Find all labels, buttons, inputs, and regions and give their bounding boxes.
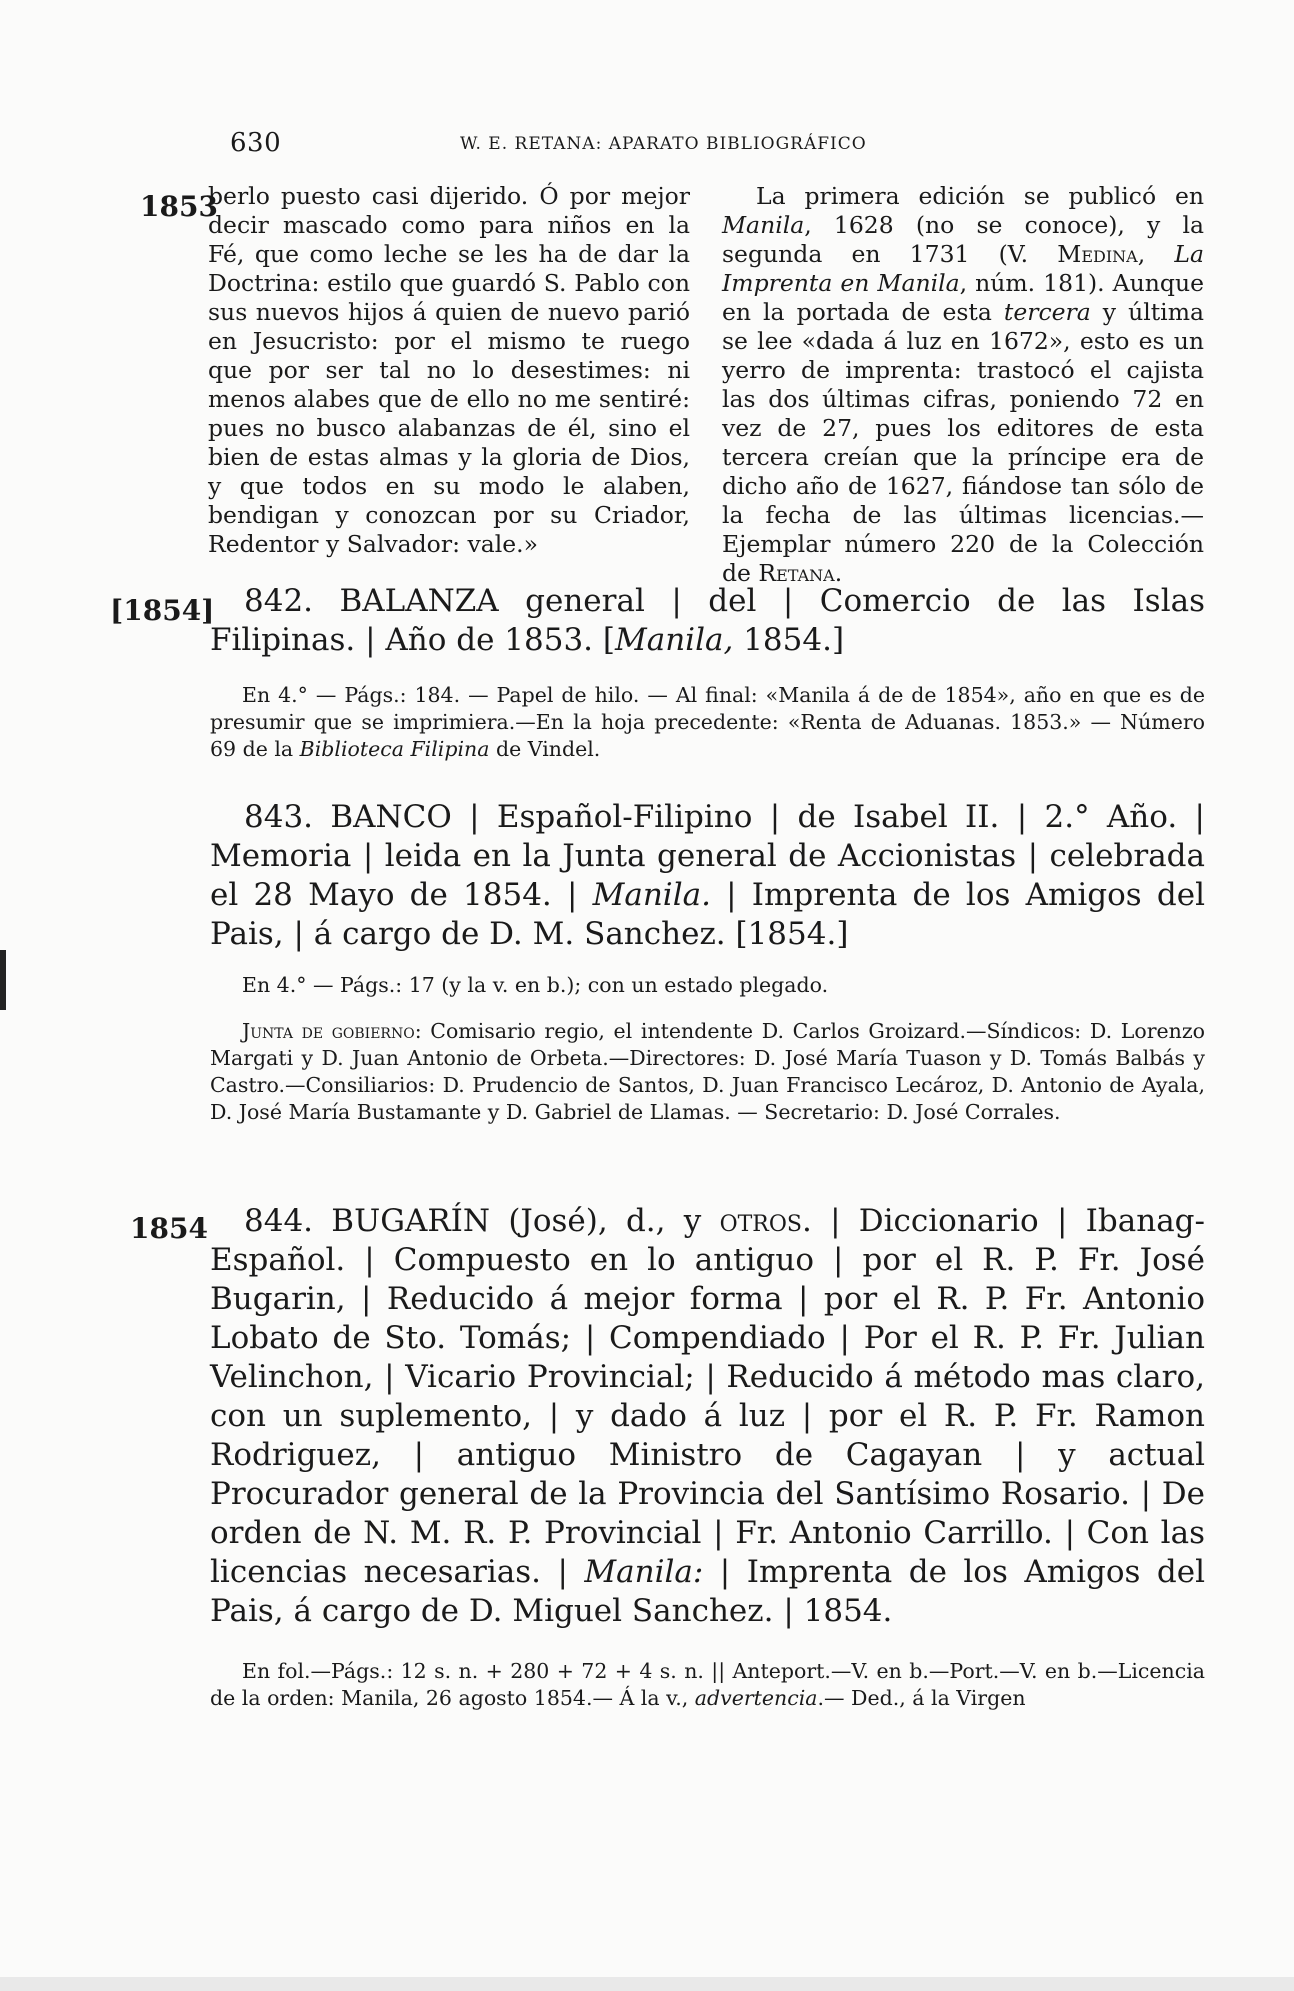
entry-844-title: 844. BUGARÍN (José), d., y otros. | Diccionario | Ibanag-Español. | Compuesto en lo antiguo | por el R. P. Fr. José Bugarin, | Reducido á mejor forma | por el R. P. Fr. Antonio Lobato de Sto. Tomás; | Compendiado | Por el R. P. Fr. Julian Velinchon, | Vicario Provincial; | Reducido á método mas claro, con un suplemento, | y dado á luz | por el R. P. Fr. Ramon Rodriguez, | antiguo Ministro de Cagayan | y actual Procurador general de la Provincia del Santísimo Rosario. | De orden de N. M. R. P. Provincial | Fr. Antonio Carrillo. | Con las licencias necesarias. | Manila: | Imprenta de los Amigos del Pais, á cargo de D. Miguel Sanchez. | 1854. [210,1203,1205,1629]
entry-844-note: En fol.—Págs.: 12 s. n. + 280 + 72 + 4 s. n. || Anteport.—V. en b.—Port.—V. en b.—Licencia de la orden: Manila, 26 agosto 1854.— Á la v., advertencia.— Ded., á la Virgen [210,1659,1205,1710]
page-number: 630 [230,128,282,158]
entry-843-note-pages: En 4.° — Págs.: 17 (y la v. en b.); con un estado plegado. [242,973,829,997]
entry-843-title: 843. BANCO | Español-Filipino | de Isabel II. | 2.° Año. | Memoria | leida en la Junta general de Accionistas | celebrada el 28 Mayo de 1854. | Manila. | Imprenta de los Amigos del Pais, | á cargo de D. M. Sanchez. [1854.] [210,799,1205,952]
right-column-text: La primera edición se publicó en Manila, 1628 (no se conoce), y la segunda en 1731 (V. Medina, La Imprenta en Manila, núm. 181). Aunque en la portada de esta tercera y última se lee «dada á luz en 1672», esto es un yerro de imprenta: trastocó el cajista las dos últimas cifras, poniendo 72 en vez de 27, pues los editores de esta tercera creían que la príncipe era de dicho año de 1627, fiándose tan sólo de la fecha de las últimas licencias.—Ejemplar número 220 de la Colección de Retana. [722,182,1204,587]
scan-footer-strip [0,1977,1294,1991]
margin-year-1853: 1853 [140,190,218,223]
entry-842-title: 842. BALANZA general | del | Comercio de las Islas Filipinas. | Año de 1853. [Manila, 1854.] [210,583,1205,658]
entry-842-note: En 4.° — Págs.: 184. — Papel de hilo. — Al final: «Manila á de de 1854», año en que es de presumir que se imprimiera.—En la hoja precedente: «Renta de Aduanas. 1853.» — Número 69 de la Biblioteca Filipina de Vindel. [210,683,1205,761]
margin-year-1854: 1854 [130,1212,208,1245]
running-title: W. E. RETANA: APARATO BIBLIOGRÁFICO [460,134,867,154]
scan-edge-mark [0,950,6,1010]
margin-year-1854-bracketed: [1854] [110,594,215,627]
left-column-text: berlo puesto casi dijerido. Ó por mejor decir mascado como para niños en la Fé, que como leche se les ha de dar la Doctrina: estilo que guardó S. Pablo con sus nuevos hijos á quien de nuevo parió en Jesucristo: por el mismo te ruego que por ser tal no lo desestimes: ni menos alabes que de ello no me sentiré: pues no busco alabanzas de él, sino el bien de estas almas y la gloria de Dios, y que todos en su modo le alaben, bendigan y conozcan por su Criador, Redentor y Salvador: vale.» [208,182,690,558]
entry-843-note-board: Junta de gobierno: Comisario regio, el intendente D. Carlos Groizard.—Síndicos: D. Lorenzo Margati y D. Juan Antonio de Orbeta.—Directores: D. José María Tuason y D. Tomás Balbás y Castro.—Consiliarios: D. Prudencio de Santos, D. Juan Francisco Lecároz, D. Antonio de Ayala, D. José María Bustamante y D. Gabriel de Llamas. — Secretario: D. José Corrales. [210,1019,1205,1124]
